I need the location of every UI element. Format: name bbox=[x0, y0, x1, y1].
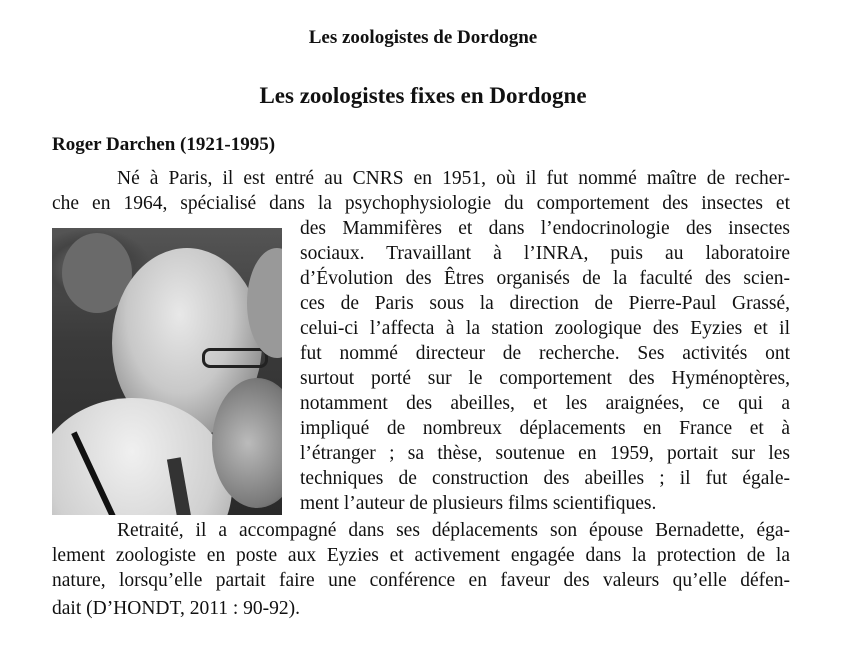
text-line: che en 1964, spécialisé dans la psychophysiologie du comportement des insectes et bbox=[52, 193, 790, 214]
text-line: celui-ci l’affecta à la station zoologique des Eyzies et il bbox=[300, 318, 790, 339]
text-line: lement zoologiste en poste aux Eyzies et activement engagée dans la protection de la bbox=[52, 545, 790, 566]
text-line: nature, lorsqu’elle partait faire une conférence en faveur des valeurs qu’elle défen- bbox=[52, 570, 790, 591]
text-line: d’Évolution des Êtres organisés de la faculté des scien- bbox=[300, 268, 790, 289]
text-line: sociaux. Travaillant à l’INRA, puis au laboratoire bbox=[300, 243, 790, 264]
text-line: surtout porté sur le comportement des Hyménoptères, bbox=[300, 368, 790, 389]
text-line: des Mammifères et dans l’endocrinologie des insectes bbox=[300, 218, 790, 239]
text-line: impliqué de nombreux déplacements en France et à bbox=[300, 418, 790, 439]
section-title: Les zoologistes fixes en Dordogne bbox=[259, 83, 587, 108]
text-line: l’étranger ; sa thèse, soutenue en 1959, portait sur les bbox=[300, 443, 790, 464]
running-header: Les zoologistes de Dordogne bbox=[308, 27, 538, 48]
portrait-photo bbox=[52, 228, 282, 515]
text-line: dait (D’HONDT, 2011 : 90-92). bbox=[52, 598, 301, 619]
text-line: techniques de construction des abeilles ; il fut égale- bbox=[300, 468, 790, 489]
text-line: ces de Paris sous la direction de Pierre-Paul Grassé, bbox=[300, 293, 790, 314]
person-heading: Roger Darchen (1921-1995) bbox=[52, 134, 276, 155]
text-line: fut nommé directeur de recherche. Ses activités ont bbox=[300, 343, 790, 364]
text-line: Retraité, il a accompagné dans ses déplacements son épouse Bernadette, éga- bbox=[117, 520, 790, 541]
text-line: ment l’auteur de plusieurs films scientifiques. bbox=[300, 493, 657, 514]
text-line: Né à Paris, il est entré au CNRS en 1951, où il fut nommé maître de recher- bbox=[117, 168, 790, 189]
text-line: notamment des abeilles, et les araignées, ce qui a bbox=[300, 393, 790, 414]
